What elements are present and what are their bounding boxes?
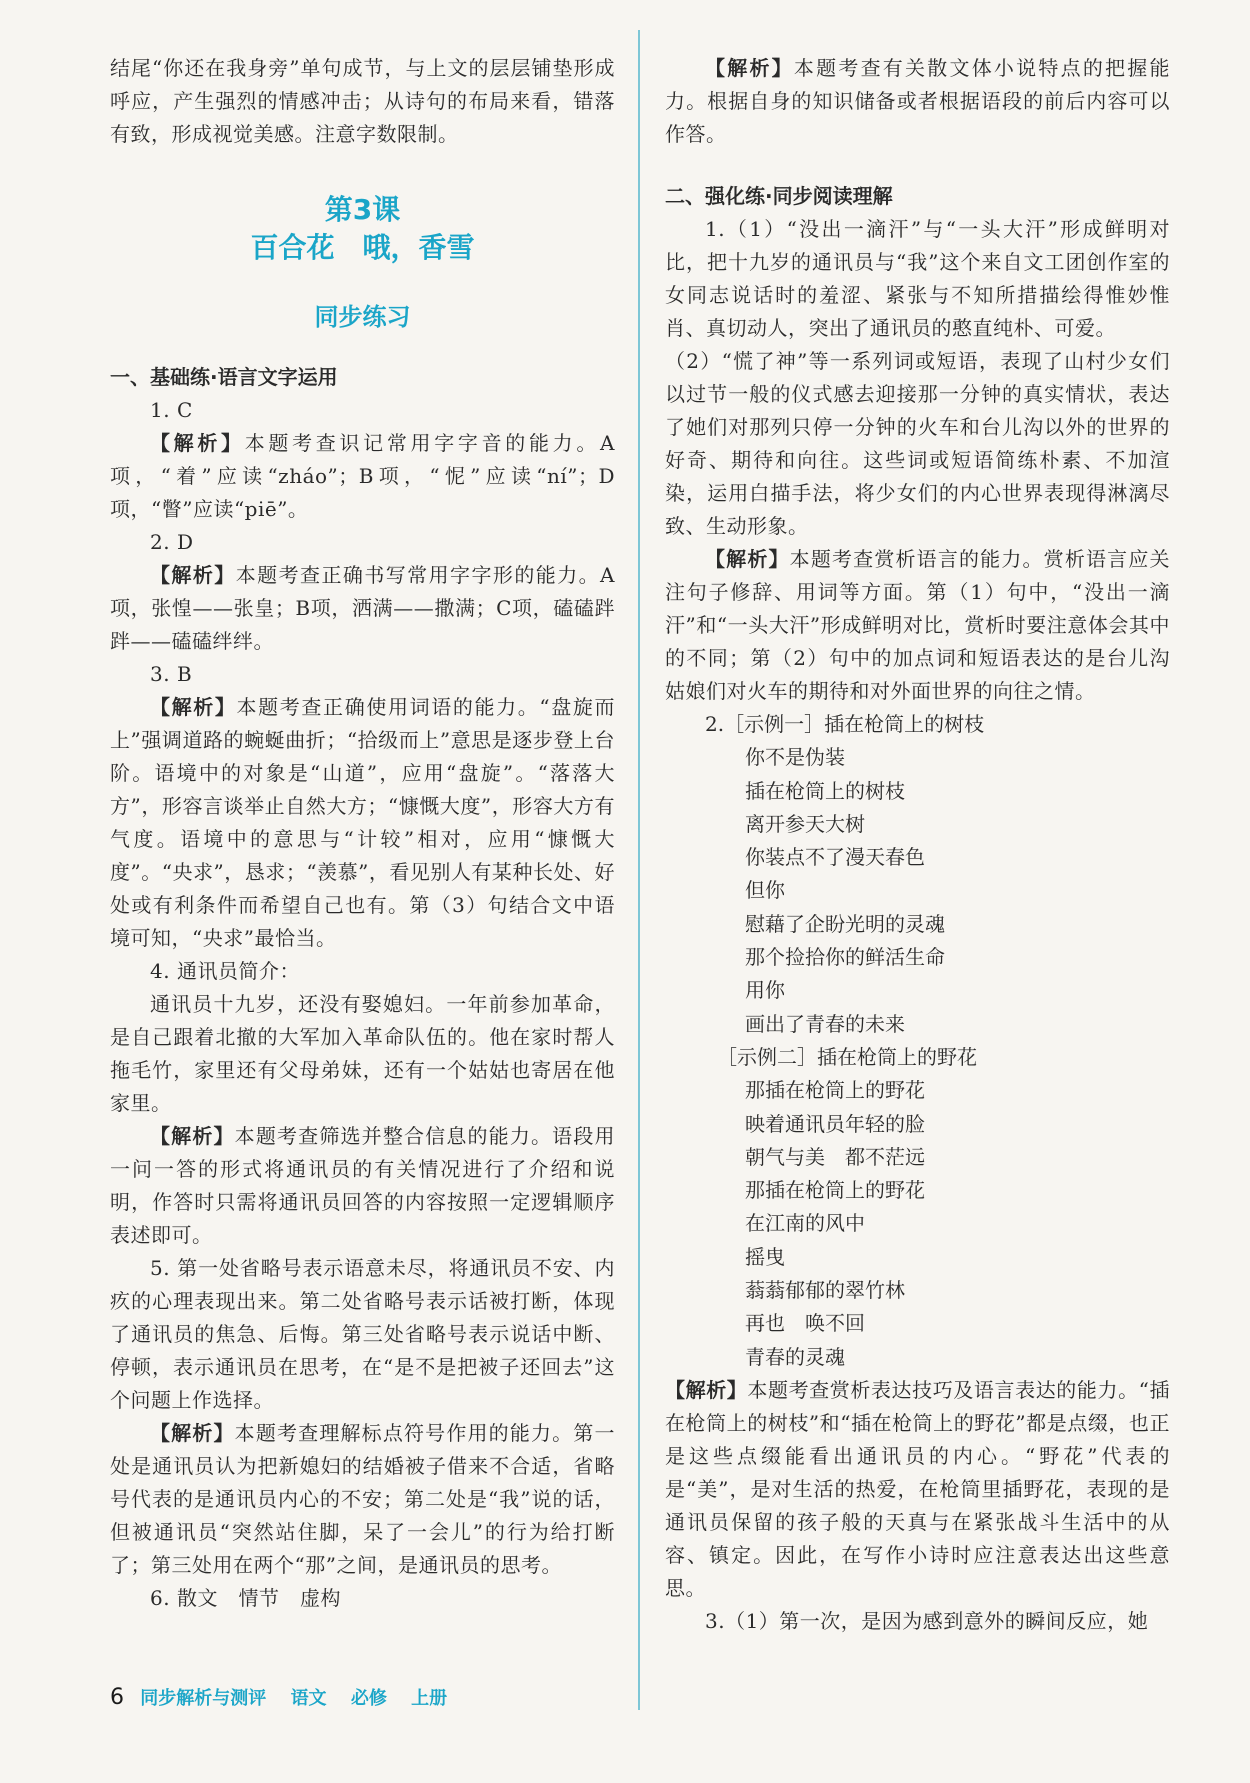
analysis-6 xyxy=(665,52,1170,151)
intro-paragraph: 结尾“你还在我身旁”单句成节，与上文的层层铺垫形成呼应，产生强烈的情感冲击；从诗句的布局来看，错落有致，形成视觉美感。注意字数限制。 xyxy=(110,56,615,146)
grade: 必修 xyxy=(350,1688,387,1709)
analysis-tag: 【解析】 xyxy=(150,1421,235,1445)
analysis-5 xyxy=(110,1417,615,1582)
poem-line: 画出了青春的未来 xyxy=(745,1011,905,1036)
question-4: 4. 通讯员简介： xyxy=(150,959,300,983)
reading-3: 3.（1）第一次，是因为感到意外的瞬间反应，她 xyxy=(705,1608,1149,1633)
lesson-number: 第3课 xyxy=(324,193,401,226)
answer-4: 通讯员十九岁，还没有娶媳妇。一年前参加革命，是自己跟着北撤的大军加入革命队伍的。他在家时帮人拖毛竹，家里还有父母弟妹，还有一个姑姑也寄居在他家里。 xyxy=(110,992,615,1115)
left-column xyxy=(110,52,615,1615)
poem-example-1 xyxy=(665,741,1170,1041)
reading-1a: 1.（1）“没出一滴汗”与“一头大汗”形成鲜明对比，把十九岁的通讯员与“我”这个来自文工团创作室的女同志说话时的羞涩、紧张与不知所措描绘得惟妙惟肖、真切动人，突出了通讯员的憨直纯朴、可爱。 xyxy=(665,217,1170,340)
book-title: 同步解析与测评 xyxy=(140,1688,267,1709)
analysis-1 xyxy=(110,427,615,526)
poem-line: 你不是伪装 xyxy=(745,745,845,770)
question-6: 6. 散文 情节 虚构 xyxy=(150,1586,341,1610)
poem-line: 但你 xyxy=(745,878,785,903)
poem-example-2-title: ［示例二］插在枪筒上的野花 xyxy=(717,1044,977,1069)
analysis-text: 本题考查识记常用字字音的能力。A项，“着”应读“zháo”；B项，“怩”应读“ní”；D项，“瞥”应读“piē”。 xyxy=(110,431,615,521)
poem-line: 青春的灵魂 xyxy=(745,1344,845,1369)
poem-line: 朝气与美 都不茫远 xyxy=(745,1144,925,1169)
page-number: 6 xyxy=(110,1685,124,1710)
poem-line: 那插在枪筒上的野花 xyxy=(745,1178,925,1203)
poem-line: 那插在枪筒上的野花 xyxy=(745,1078,925,1103)
poem-line: 慰藉了企盼光明的灵魂 xyxy=(745,911,945,936)
analysis-text: 本题考查正确书写常用字字形的能力。A项，张惶——张皇；B项，洒满——撒满；C项，磕磕跘跘——磕磕绊绊。 xyxy=(110,563,616,653)
reading-analysis-1 xyxy=(665,543,1170,708)
page-footer xyxy=(110,1684,465,1710)
question-3: 3. B xyxy=(150,662,193,686)
section-heading-2: 二、强化练·同步阅读理解 xyxy=(665,184,893,208)
question-1: 1. C xyxy=(150,398,193,422)
poem-example-2 xyxy=(665,1074,1170,1374)
poem-line: 在江南的风中 xyxy=(745,1211,865,1236)
analysis-4 xyxy=(110,1120,615,1252)
practice-heading: 同步练习 xyxy=(314,303,411,331)
poem-line: 再也 唤不回 xyxy=(745,1311,865,1336)
volume: 上册 xyxy=(411,1688,448,1709)
analysis-text: 本题考查筛选并整合信息的能力。语段用一问一答的形式将通讯员的有关情况进行了介绍和说明，作答时只需将通讯员回答的内容按照一定逻辑顺序表述即可。 xyxy=(110,1124,616,1247)
lesson-title: 百合花 哦，香雪 xyxy=(250,231,475,264)
reading-analysis-2 xyxy=(665,1374,1170,1605)
subject: 语文 xyxy=(290,1688,327,1709)
analysis-text: 本题考查赏析语言的能力。赏析语言应关注句子修辞、用词等方面。第（1）句中，“没出一滴汗”和“一头大汗”形成鲜明对比，赏析时要注意体会其中的不同；第（2）句中的加点词和短语表达的是台儿沟姑娘们对火车的期待和对外面世界的向往之情。 xyxy=(665,547,1171,703)
analysis-tag: 【解析】 xyxy=(150,695,237,719)
section-heading-1: 一、基础练·语言文字运用 xyxy=(110,365,338,389)
poem-line: 你装点不了漫天春色 xyxy=(745,845,925,870)
poem-line: 映着通讯员年轻的脸 xyxy=(745,1111,925,1136)
analysis-tag: 【解析】 xyxy=(705,56,794,80)
analysis-tag: 【解析】 xyxy=(150,431,245,455)
poem-line: 用你 xyxy=(745,978,785,1003)
question-2: 2. D xyxy=(150,530,194,554)
analysis-3 xyxy=(110,691,615,955)
column-divider xyxy=(638,30,640,1710)
analysis-2 xyxy=(110,559,615,658)
analysis-tag: 【解析】 xyxy=(665,1377,748,1402)
analysis-tag: 【解析】 xyxy=(150,563,236,587)
analysis-text: 本题考查理解标点符号作用的能力。第一处是通讯员认为把新媳妇的结婚被子借来不合适，省略号代表的是通讯员内心的不安；第二处是“我”说的话，但被通讯员“突然站住脚，呆了一会儿”的行为给打断了；第三处用在两个“那”之间，是通讯员的思考。 xyxy=(110,1421,616,1577)
poem-line: 蓊蓊郁郁的翠竹林 xyxy=(745,1278,905,1303)
poem-line: 离开参天大树 xyxy=(745,811,865,836)
poem-line: 摇曳 xyxy=(745,1244,785,1269)
poem-example-1-title: 2.［示例一］插在枪筒上的树枝 xyxy=(705,712,985,736)
analysis-text: 本题考查有关散文体小说特点的把握能力。根据自身的知识储备或者根据语段的前后内容可以作答。 xyxy=(665,56,1171,146)
analysis-text: 本题考查正确使用词语的能力。“盘旋而上”强调道路的蜿蜒曲折；“拾级而上”意思是逐步登上台阶。语境中的对象是“山道”，应用“盘旋”。“落落大方”，形容言谈举止自然大方；“慷慨大度”，形容大方有气度。语境中的意思与“计较”相对，应用“慷慨大度”。“央求”，恳求；“羡慕”，看见别人有某种长处、好处或有利条件而希望自己也有。第（3）句结合文中语境可知，“央求”最恰当。 xyxy=(110,695,615,950)
analysis-text: 本题考查赏析表达技巧及语言表达的能力。“插在枪筒上的树枝”和“插在枪筒上的野花”都是点缀，也正是这些点缀能看出通讯员的内心。“野花”代表的是“美”，是对生活的热爱，在枪筒里插野花，表现的是通讯员保留的孩子般的天真与在紧张战斗生活中的从容、镇定。因此，在写作小诗时应注意表达出这些意思。 xyxy=(665,1377,1171,1600)
right-column xyxy=(665,52,1170,1638)
reading-1b: （2）“慌了神”等一系列词或短语，表现了山村少女们以过节一般的仪式感去迎接那一分钟的真实情状，表达了她们对那列只停一分钟的火车和台儿沟以外的世界的好奇、期待和向往。这些词或短语简练朴素、不加渲染，运用白描手法，将少女们的内心世界表现得淋漓尽致、生动形象。 xyxy=(665,349,1170,538)
question-5: 5. 第一处省略号表示语意未尽，将通讯员不安、内疚的心理表现出来。第二处省略号表示话被打断，体现了通讯员的焦急、后悔。第三处省略号表示说话中断、停顿，表示通讯员在思考，在“是不是把被子还回去”这个问题上作选择。 xyxy=(110,1256,615,1412)
analysis-tag: 【解析】 xyxy=(150,1124,235,1148)
poem-line: 那个捡拾你的鲜活生命 xyxy=(745,945,945,970)
analysis-tag: 【解析】 xyxy=(705,547,790,571)
poem-line: 插在枪筒上的树枝 xyxy=(745,778,905,803)
